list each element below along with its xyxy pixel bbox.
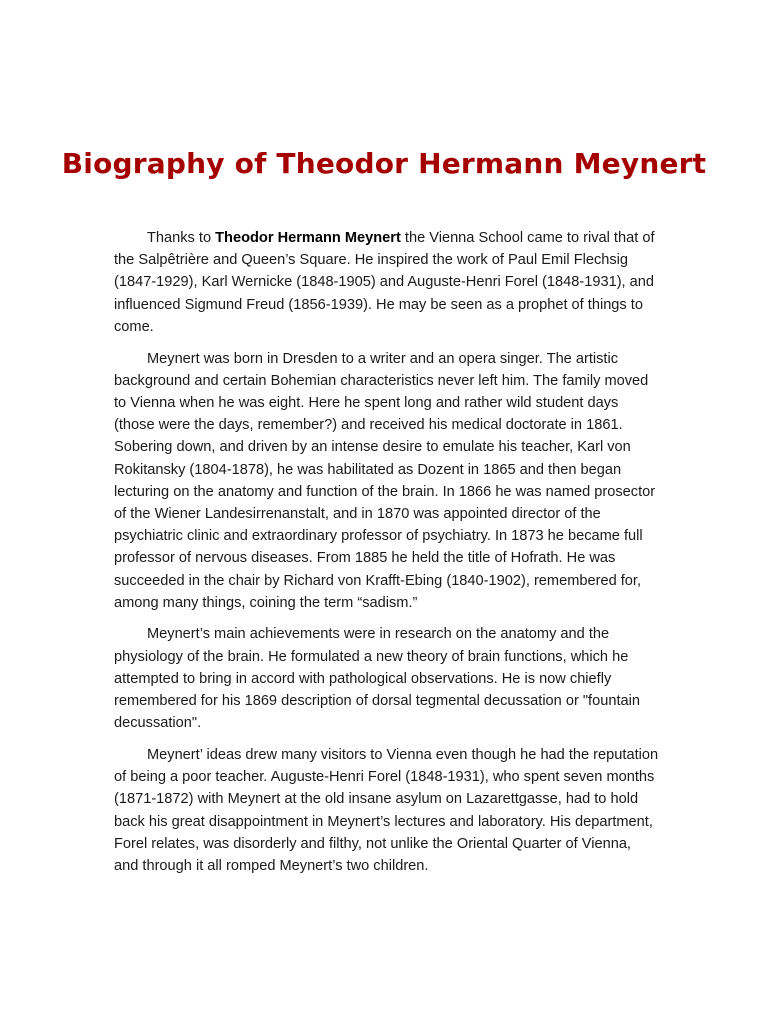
document-body xyxy=(114,227,659,887)
paragraph-intro xyxy=(114,227,659,338)
subject-name-bold: Theodor Hermann Meynert xyxy=(215,230,401,246)
page-title: Biography of Theodor Hermann Meynert xyxy=(61,147,707,180)
paragraph-achievements: Meynert’s main achievements were in research on the anatomy and the physiology of the brain. He formulated a new theory of brain functions, which he attempted to bring in accord with pathological observations. He is now chiefly remembered for his 1869 description of dorsal tegmental decussation or "fountain decussation". xyxy=(114,626,640,732)
paragraph-early-life: Meynert was born in Dresden to a writer and an opera singer. The artistic background and certain Bohemian characteristics never left him. The family moved to Vienna when he was eight. Here he spent long and rather wild student days (those were the days, remember?) and received his medical doctorate in 1861. Sobering down, and driven by an intense desire to emulate his teacher, Karl von Rokitansky (1804-1878), he was habilitated as Dozent in 1865 and then began lecturing on the anatomy and function of the brain. In 1866 he was named prosector of the Wiener Landesirrenanstalt, and in 1870 was appointed director of the psychiatric clinic and extraordinary professor of psychiatry. In 1873 he became full professor of nervous diseases. From 1885 he held the title of Hofrath. He was succeeded in the chair by Richard von Krafft-Ebing (1840-1902), remembered for, among many things, coining the term “sadism.” xyxy=(114,350,656,611)
paragraph-intro-after: the Vienna School came to rival that of the Salpêtrière and Queen’s Square. He inspired the work of Paul Emil Flechsig (1847-1929), Karl Wernicke (1848-1905) and Auguste-Henri Forel (1848-1931), and influenced Sigmund Freud (1856-1939). He may be seen as a prophet of things to come. xyxy=(114,230,655,335)
paragraph-visitors: Meynert’ ideas drew many visitors to Vienna even though he had the reputation of being a poor teacher. Auguste-Henri Forel (1848-1931), who spent seven months (1871-1872) with Meynert at the old insane asylum on Lazarettgasse, had to hold back his great disappointment in Meynert’s lectures and laboratory. His department, Forel relates, was disorderly and filthy, not unlike the Oriental Quarter of Vienna, and through it all romped Meynert’s two children. xyxy=(114,746,659,874)
paragraph-intro-before: Thanks to xyxy=(147,230,216,246)
